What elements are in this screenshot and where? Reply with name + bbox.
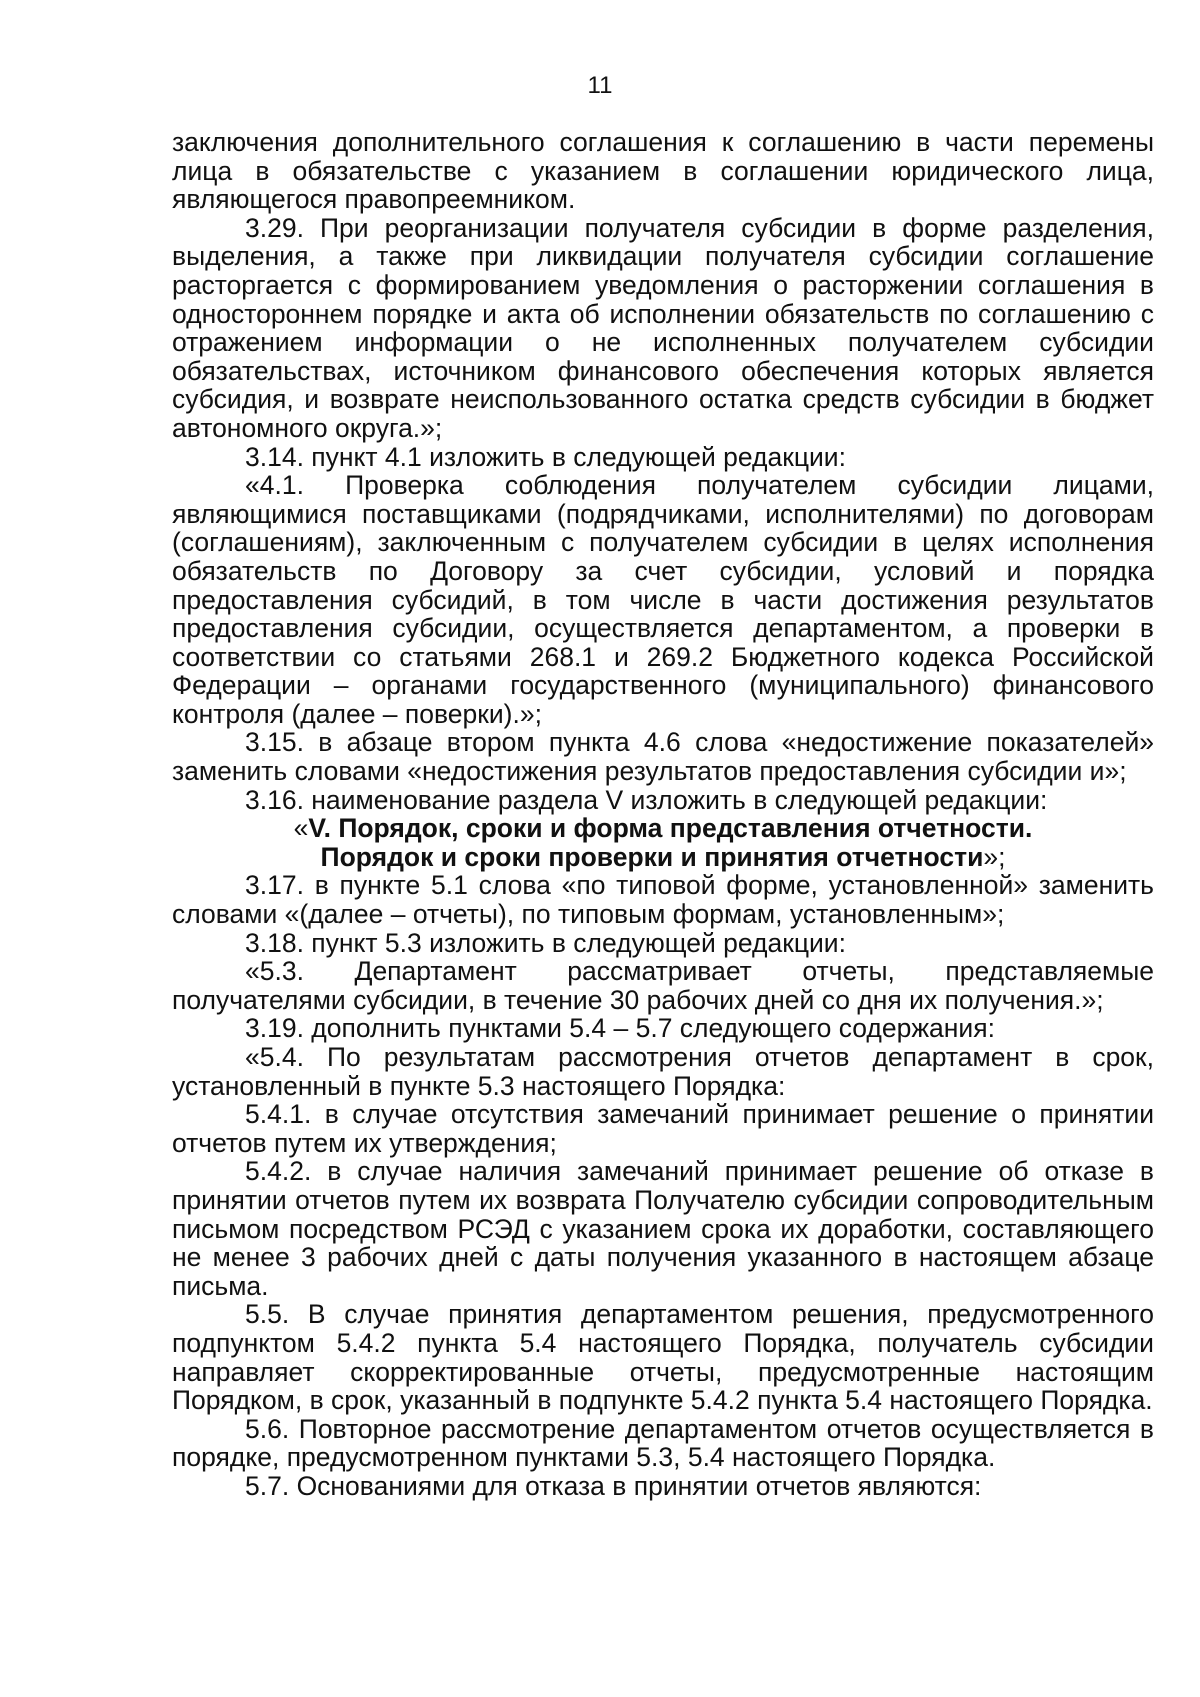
paragraph-5-4: «5.4. По результатам рассмотрения отчетов департамент в срок, установленный в пункте 5.3 настоящего Порядка: <box>172 1042 1154 1101</box>
section-v-heading <box>172 814 1154 871</box>
paragraph-3-15: 3.15. в абзаце втором пункта 4.6 слова «недостижение показателей» заменить словами «недостижения результатов предоставления субсидии и»; <box>172 727 1154 787</box>
paragraph-3-19: 3.19. дополнить пунктами 5.4 – 5.7 следующего содержания: <box>245 1013 995 1044</box>
heading-line-2: Порядок и сроки проверки и принятия отчетности <box>320 841 984 872</box>
paragraph-3-17: 3.17. в пункте 5.1 слова «по типовой форме, установленной» заменить словами «(далее – отчеты), по типовым формам, установленным»; <box>172 870 1154 930</box>
paragraph-continuation: заключения дополнительного соглашения к соглашению в части перемены лица в обязательстве с указанием в соглашении юридического лица, являющегося правопреемником. <box>172 127 1154 215</box>
paragraph-3-18: 3.18. пункт 5.3 изложить в следующей редакции: <box>245 927 846 958</box>
paragraph-5-5: 5.5. В случае принятия департаментом решения, предусмотренного подпунктом 5.4.2 пункта 5.4 настоящего Порядка, получатель субсидии направляет скорректированные отчеты, предусмотренные настоящим Порядком, в срок, указанный в подпункте 5.4.2 пункта 5.4 настоящего Порядка. <box>172 1299 1154 1416</box>
paragraph-3-16: 3.16. наименование раздела V изложить в следующей редакции: <box>245 784 1048 815</box>
heading-open-quote: « <box>293 813 309 844</box>
heading-line-1: V. Порядок, сроки и форма представления отчетности. <box>308 813 1033 844</box>
paragraph-5-6: 5.6. Повторное рассмотрение департаментом отчетов осуществляется в порядке, предусмотренном пунктами 5.3, 5.4 настоящего Порядка. <box>172 1413 1154 1473</box>
page-number: 11 <box>587 72 613 99</box>
paragraph-3-29: 3.29. При реорганизации получателя субсидии в форме разделения, выделения, а также при ликвидации получателя субсидии соглашение расторгается с формированием уведомления о расторжении соглашения в одностороннем порядке и акта об исполнении обязательств по соглашению с отражением информации о не исполненных получателем субсидии обязательствах, источником финансового обеспечения которых является субсидия, и возврате неиспользованного остатка средств субсидии в бюджет автономного округа.»; <box>172 212 1154 443</box>
paragraph-4-1: «4.1. Проверка соблюдения получателем субсидии лицами, являющимися поставщиками (подрядчиками, исполнителями) по договорам (соглашениям), заключенным с получателем субсидии в целях исполнения обязательств по Договору за счет субсидии, условий и порядка предоставления субсидий, в том числе в части достижения результатов предоставления субсидии, осуществляется департаментом, а проверки в соответствии со статьями 268.1 и 269.2 Бюджетного кодекса Российской Федерации – органами государственного (муниципального) финансового контроля (далее – поверки).»; <box>172 470 1154 729</box>
paragraph-3-14: 3.14. пункт 4.1 изложить в следующей редакции: <box>245 441 846 472</box>
document-body <box>172 128 1154 1501</box>
paragraph-5-7: 5.7. Основаниями для отказа в принятии отчетов являются: <box>245 1470 982 1501</box>
heading-close-quote: »; <box>983 841 1006 872</box>
paragraph-5-3: «5.3. Департамент рассматривает отчеты, представляемые получателями субсидии, в течение 30 рабочих дней со дня их получения.»; <box>172 956 1154 1015</box>
paragraph-5-4-2: 5.4.2. в случае наличия замечаний принимает решение об отказе в принятии отчетов путем их возврата Получателю субсидии сопроводительным письмом посредством РСЭД с указанием срока их доработки, составляющего не менее 3 рабочих дней с даты получения указанного в настоящем абзаце письма. <box>172 1156 1154 1301</box>
paragraph-5-4-1: 5.4.1. в случае отсутствия замечаний принимает решение о принятии отчетов путем их утверждения; <box>172 1099 1154 1158</box>
